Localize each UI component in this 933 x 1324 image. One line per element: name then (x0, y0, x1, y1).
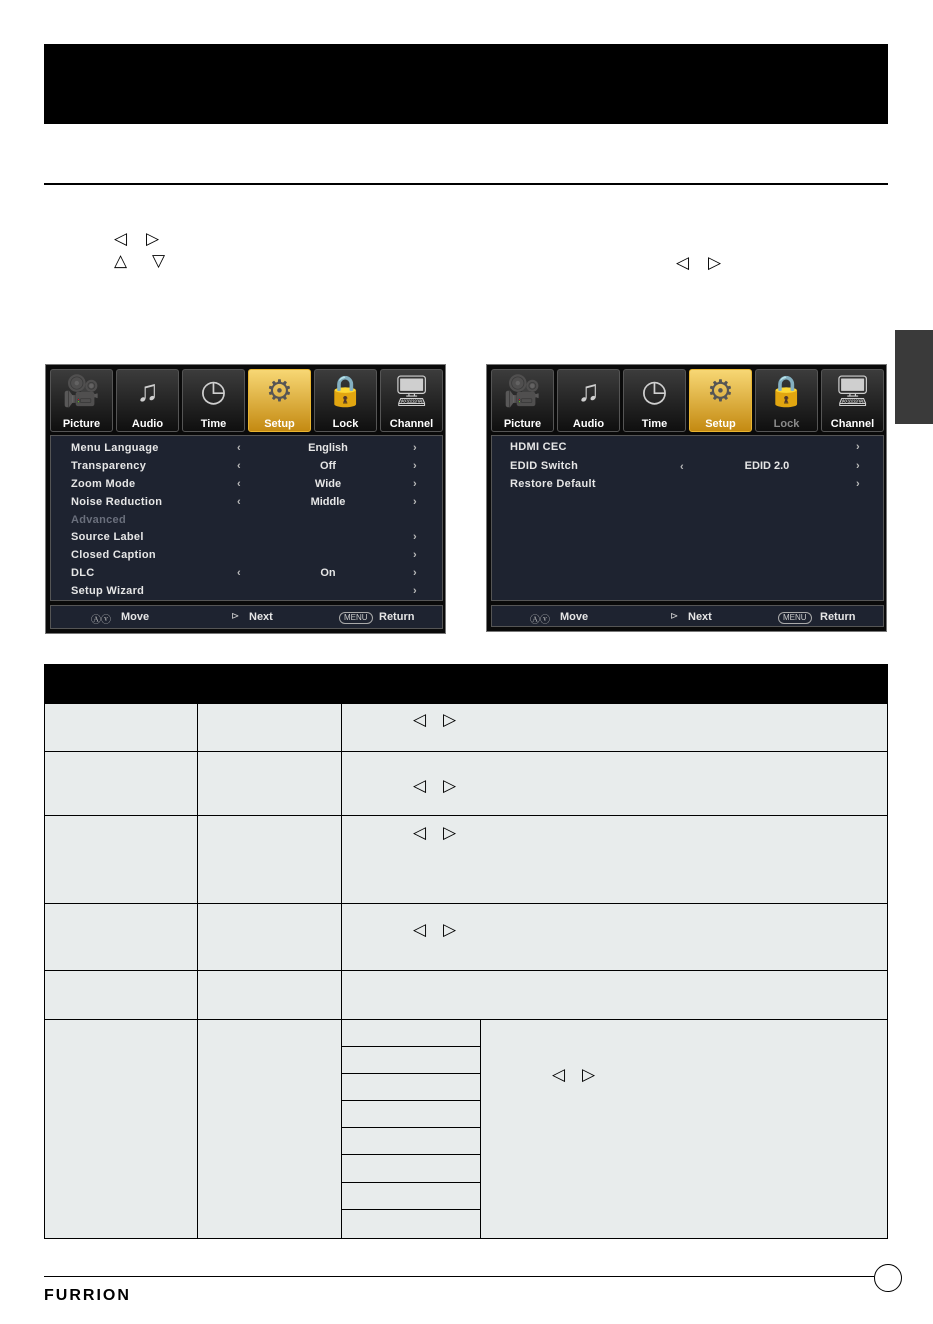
left-triangle-icon: ◁ (413, 776, 427, 795)
up-triangle-icon: △ (114, 251, 128, 270)
right-triangle-icon: ▷ (443, 710, 457, 729)
title-bar (44, 44, 888, 124)
menu-value: Wide (314, 478, 342, 490)
padlock-icon: 🔒 (326, 375, 365, 408)
menu-item-noise-reduction[interactable]: Noise Reduction (71, 496, 163, 508)
menu-list-panel (50, 435, 443, 601)
menu-item-setup-wizard[interactable]: Setup Wizard (71, 585, 145, 597)
tab-lock[interactable]: 🔒 Lock (755, 369, 818, 432)
tab-picture[interactable]: 🎥 Picture (50, 369, 113, 432)
menu-item-closed-caption[interactable]: Closed Caption (71, 549, 156, 561)
left-triangle-icon: ◁ (552, 1065, 566, 1084)
gear-tools-icon: ⚙ (707, 375, 734, 408)
menu-tab-row (50, 369, 443, 432)
tab-channel[interactable]: 🖥 Channel (821, 369, 884, 432)
footer-return: Return (379, 611, 415, 623)
table-cell (44, 815, 198, 904)
tab-audio[interactable]: ♫ Audio (116, 369, 179, 432)
camcorder-icon: 🎥 (503, 375, 542, 408)
table-cell (44, 903, 198, 971)
menu-list-panel (491, 435, 884, 601)
tab-audio[interactable]: ♫ Audio (557, 369, 620, 432)
table-cell (480, 1019, 888, 1239)
menu-item-edid-switch[interactable]: EDID Switch (510, 460, 579, 472)
table-cell (197, 1019, 342, 1239)
satellite-monitor-icon: 🖥 (392, 375, 431, 408)
right-triangle-icon: ▷ (582, 1065, 596, 1084)
right-triangle-icon: ▷ (708, 253, 722, 272)
table-cell (341, 1154, 481, 1183)
menu-value: On (320, 567, 336, 579)
right-arrow-icon[interactable]: › (413, 549, 417, 561)
right-arrow-icon[interactable]: › (413, 567, 417, 579)
table-cell (341, 1046, 481, 1074)
menu-value: Middle (310, 496, 346, 508)
right-arrow-icon[interactable]: › (856, 478, 860, 490)
right-arrow-icon[interactable]: › (856, 460, 860, 472)
left-triangle-icon: ◁ (413, 710, 427, 729)
menu-value: English (308, 442, 348, 454)
up-down-icon: Ⓐⓥ (530, 615, 550, 626)
tab-time[interactable]: ◷ Time (182, 369, 245, 432)
table-header-bar (44, 664, 888, 704)
clock-icon: ◷ (200, 375, 227, 408)
table-cell (341, 1073, 481, 1101)
menu-key-icon: MENU (778, 612, 812, 624)
table-cell (44, 1019, 198, 1239)
table-cell (44, 751, 198, 816)
next-circle-icon: ⊳ (670, 611, 679, 622)
menu-item-hdmi-cec[interactable]: HDMI CEC (510, 441, 567, 453)
menu-key-icon: MENU (339, 612, 373, 624)
menu-item-dlc[interactable]: DLC (71, 567, 95, 579)
up-down-icon: Ⓐⓥ (91, 615, 111, 626)
footer-rule (44, 1276, 874, 1277)
footer-next: Next (249, 611, 273, 623)
padlock-icon: 🔒 (767, 375, 806, 408)
table-cell (341, 1100, 481, 1128)
right-arrow-icon[interactable]: › (856, 441, 860, 453)
footer-return: Return (820, 611, 856, 623)
left-arrow-icon[interactable]: ‹ (237, 496, 241, 508)
speaker-note-icon: ♫ (136, 375, 159, 408)
footer-move: Move (121, 611, 150, 623)
table-cell (44, 703, 198, 752)
left-triangle-icon: ◁ (676, 253, 690, 272)
tab-channel[interactable]: 🖥 Channel (380, 369, 443, 432)
brand-logo: FURRION (44, 1287, 131, 1304)
menu-footer (491, 605, 884, 627)
satellite-monitor-icon: 🖥 (833, 375, 872, 408)
left-arrow-icon[interactable]: ‹ (237, 567, 241, 579)
left-arrow-icon[interactable]: ‹ (237, 442, 241, 454)
table-cell (197, 815, 342, 904)
menu-value: Off (320, 460, 336, 472)
table-cell (197, 751, 342, 816)
table-cell (341, 1209, 481, 1239)
footer-next: Next (688, 611, 712, 623)
tab-lock[interactable]: 🔒 Lock (314, 369, 377, 432)
left-arrow-icon[interactable]: ‹ (237, 478, 241, 490)
left-triangle-icon: ◁ (114, 229, 128, 248)
right-arrow-icon[interactable]: › (413, 496, 417, 508)
menu-item-transparency[interactable]: Transparency (71, 460, 147, 472)
menu-item-menu-language[interactable]: Menu Language (71, 442, 159, 454)
tab-setup[interactable]: ⚙ Setup (248, 369, 311, 432)
page-number-circle (874, 1264, 902, 1292)
setup-menu-screen-1 (45, 364, 446, 634)
speaker-note-icon: ♫ (577, 375, 600, 408)
tab-time[interactable]: ◷ Time (623, 369, 686, 432)
right-triangle-icon: ▷ (443, 823, 457, 842)
tab-setup[interactable]: ⚙ Setup (689, 369, 752, 432)
right-arrow-icon[interactable]: › (413, 585, 417, 597)
down-triangle-icon: ▽ (152, 251, 166, 270)
left-arrow-icon[interactable]: ‹ (680, 461, 684, 473)
menu-value: EDID 2.0 (744, 460, 790, 472)
table-cell (197, 703, 342, 752)
right-arrow-icon[interactable]: › (413, 460, 417, 472)
right-arrow-icon[interactable]: › (413, 531, 417, 543)
left-triangle-icon: ◁ (413, 920, 427, 939)
table-cell (197, 903, 342, 971)
tab-picture[interactable]: 🎥 Picture (491, 369, 554, 432)
table-cell (341, 970, 888, 1020)
table-cell (197, 970, 342, 1020)
left-arrow-icon[interactable]: ‹ (237, 460, 241, 472)
menu-footer (50, 605, 443, 629)
table-cell (341, 1019, 481, 1047)
table-cell (341, 1182, 481, 1210)
section-rule (44, 183, 888, 185)
menu-item-restore-default[interactable]: Restore Default (510, 478, 596, 490)
right-arrow-icon[interactable]: › (413, 442, 417, 454)
footer-move: Move (560, 611, 589, 623)
menu-tab-row (491, 369, 884, 432)
menu-item-source-label[interactable]: Source Label (71, 531, 144, 543)
menu-item-advanced: Advanced (71, 514, 126, 526)
camcorder-icon: 🎥 (62, 375, 101, 408)
table-cell (44, 970, 198, 1020)
menu-item-zoom-mode[interactable]: Zoom Mode (71, 478, 136, 490)
right-triangle-icon: ▷ (146, 229, 160, 248)
setup-menu-screen-2 (486, 364, 887, 632)
next-circle-icon: ⊳ (231, 611, 240, 622)
left-triangle-icon: ◁ (413, 823, 427, 842)
right-arrow-icon[interactable]: › (413, 478, 417, 490)
table-cell (341, 1127, 481, 1155)
gear-tools-icon: ⚙ (266, 375, 293, 408)
right-triangle-icon: ▷ (443, 920, 457, 939)
right-triangle-icon: ▷ (443, 776, 457, 795)
chapter-side-tab (895, 330, 933, 424)
clock-icon: ◷ (641, 375, 668, 408)
